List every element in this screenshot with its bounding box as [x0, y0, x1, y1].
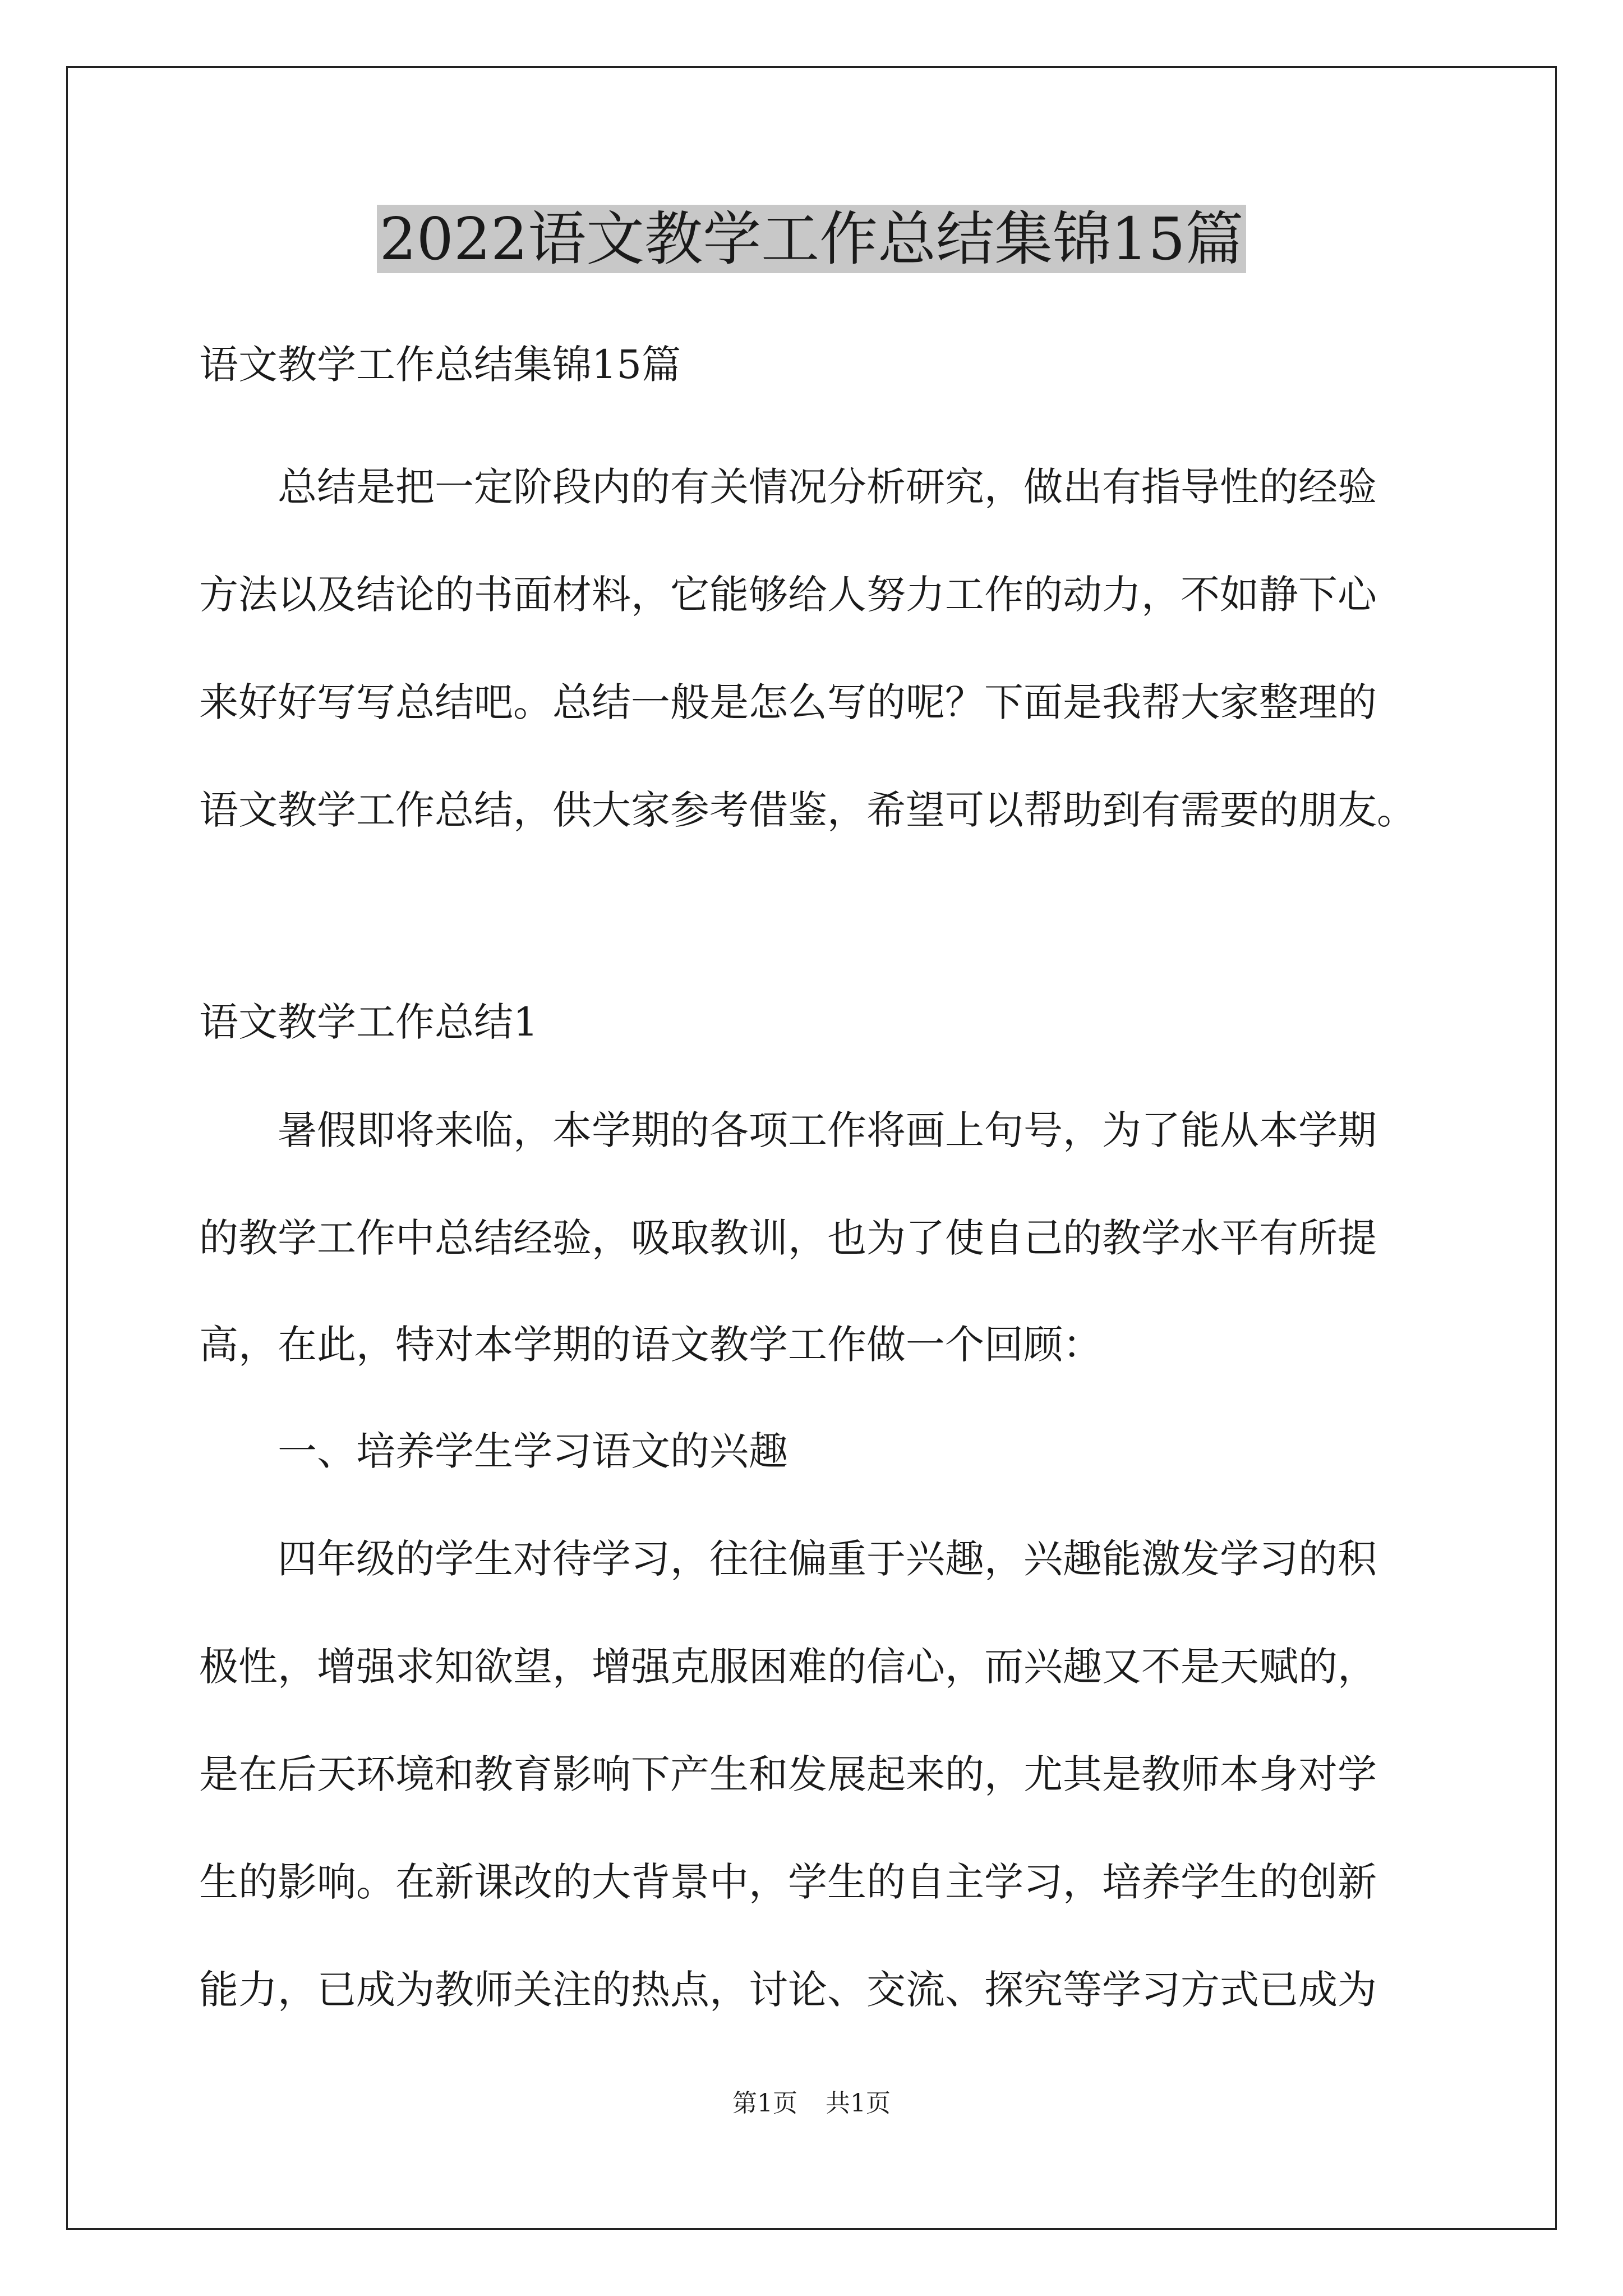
paragraph-line: 方法以及结论的书面材料，它能够给人努力工作的动力，不如静下心	[199, 572, 1377, 618]
document-title-text: 2022语文教学工作总结集锦15篇	[377, 205, 1246, 273]
paragraph-line: 四年级的学生对待学习，往往偏重于兴趣，兴趣能激发学习的积	[199, 1536, 1377, 1582]
paragraph-line: 的教学工作中总结经验，吸取教训，也为了使自己的教学水平有所提	[199, 1215, 1377, 1261]
page-total: 共1页	[826, 2089, 891, 2118]
subtitle-line: 语文教学工作总结集锦15篇	[199, 342, 681, 388]
page-number: 第1页	[732, 2089, 797, 2118]
document-title	[0, 200, 1623, 278]
paragraph-line: 语文教学工作总结，供大家参考借鉴，希望可以帮助到有需要的朋友。	[199, 787, 1416, 833]
subsection-heading: 一、培养学生学习语文的兴趣	[199, 1428, 788, 1474]
page-footer	[0, 2087, 1623, 2120]
paragraph-line: 生的影响。在新课改的大背景中，学生的自主学习，培养学生的创新	[199, 1859, 1377, 1905]
paragraph-line: 暑假即将来临，本学期的各项工作将画上句号，为了能从本学期	[199, 1107, 1377, 1153]
paragraph-line: 能力，已成为教师关注的热点，讨论、交流、探究等学习方式已成为	[199, 1967, 1377, 2013]
paragraph-line: 高，在此，特对本学期的语文教学工作做一个回顾：	[199, 1322, 1102, 1368]
paragraph-line: 是在后天环境和教育影响下产生和发展起来的，尤其是教师本身对学	[199, 1751, 1377, 1797]
paragraph-line: 总结是把一定阶段内的有关情况分析研究，做出有指导性的经验	[199, 464, 1377, 510]
paragraph-line: 极性，增强求知欲望，增强克服困难的信心，而兴趣又不是天赋的，	[199, 1644, 1377, 1690]
paragraph-line: 来好好写写总结吧。总结一般是怎么写的呢？下面是我帮大家整理的	[199, 679, 1377, 725]
section-heading: 语文教学工作总结1	[199, 999, 538, 1045]
